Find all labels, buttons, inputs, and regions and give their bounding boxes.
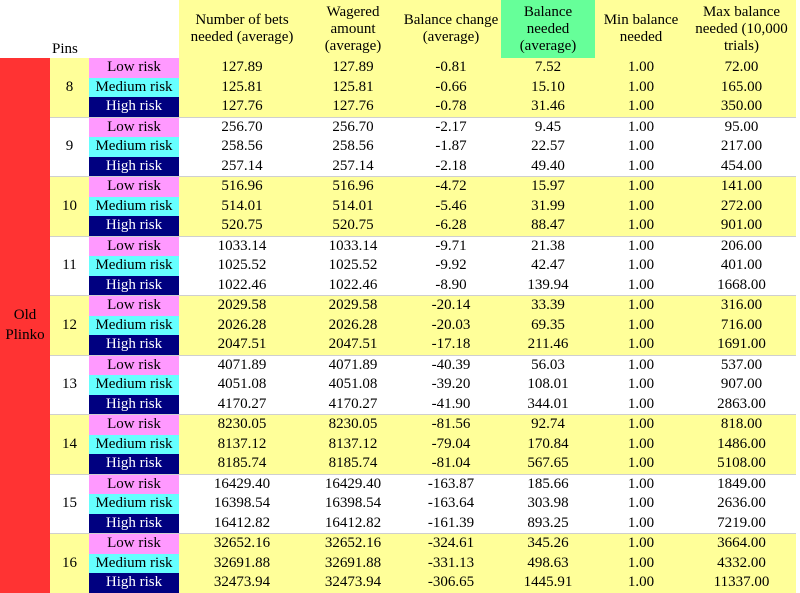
table-row [0,58,796,78]
risk-label-high: High risk [89,157,179,177]
cell-balance-change: -5.46 [401,197,501,217]
risk-label-high: High risk [89,454,179,474]
table-row [0,137,796,157]
cell-balance-change: -79.04 [401,435,501,455]
cell-min-balance: 1.00 [595,573,687,593]
cell-balance-change: -2.18 [401,157,501,177]
cell-balance-change: -20.14 [401,296,501,316]
risk-label-low: Low risk [89,534,179,554]
cell-wagered: 1025.52 [305,256,401,276]
cell-balance-needed: 49.40 [501,157,595,177]
risk-label-high: High risk [89,97,179,117]
table-row [0,216,796,236]
cell-wagered: 516.96 [305,177,401,197]
cell-balance-change: -2.17 [401,117,501,137]
cell-bets: 258.56 [179,137,305,157]
cell-min-balance: 1.00 [595,276,687,296]
risk-label-high: High risk [89,276,179,296]
cell-wagered: 16429.40 [305,474,401,494]
risk-label-medium: Medium risk [89,137,179,157]
cell-balance-needed: 893.25 [501,514,595,534]
cell-balance-needed: 108.01 [501,375,595,395]
table-row [0,335,796,355]
risk-label-low: Low risk [89,236,179,256]
risk-label-low: Low risk [89,177,179,197]
cell-min-balance: 1.00 [595,335,687,355]
group-label: Old Plinko [0,58,50,593]
cell-balance-needed: 31.46 [501,97,595,117]
cell-max-balance: 11337.00 [687,573,796,593]
table-row [0,554,796,574]
risk-label-high: High risk [89,335,179,355]
cell-wagered: 2026.28 [305,316,401,336]
cell-min-balance: 1.00 [595,435,687,455]
cell-bets: 32691.88 [179,554,305,574]
cell-balance-needed: 22.57 [501,137,595,157]
cell-min-balance: 1.00 [595,534,687,554]
pins-value: 15 [50,474,89,534]
pins-value: 9 [50,117,89,177]
table-row [0,296,796,316]
table-row [0,355,796,375]
cell-min-balance: 1.00 [595,395,687,415]
pins-value: 10 [50,177,89,237]
cell-max-balance: 7219.00 [687,514,796,534]
cell-balance-needed: 567.65 [501,454,595,474]
cell-max-balance: 272.00 [687,197,796,217]
cell-min-balance: 1.00 [595,355,687,375]
col-header-max-balance: Max balance needed (10,000 trials) [687,0,796,58]
cell-balance-change: -331.13 [401,554,501,574]
cell-max-balance: 454.00 [687,157,796,177]
cell-balance-needed: 15.97 [501,177,595,197]
table-row [0,474,796,494]
cell-wagered: 16412.82 [305,514,401,534]
cell-max-balance: 1849.00 [687,474,796,494]
cell-max-balance: 901.00 [687,216,796,236]
cell-max-balance: 5108.00 [687,454,796,474]
table-row [0,494,796,514]
risk-label-medium: Medium risk [89,435,179,455]
cell-bets: 1022.46 [179,276,305,296]
table-row [0,236,796,256]
cell-balance-needed: 69.35 [501,316,595,336]
cell-balance-needed: 56.03 [501,355,595,375]
cell-max-balance: 401.00 [687,256,796,276]
cell-wagered: 4051.08 [305,375,401,395]
cell-min-balance: 1.00 [595,58,687,78]
cell-balance-needed: 21.38 [501,236,595,256]
risk-label-high: High risk [89,216,179,236]
cell-wagered: 16398.54 [305,494,401,514]
pins-value: 13 [50,355,89,415]
cell-max-balance: 95.00 [687,117,796,137]
cell-wagered: 127.76 [305,97,401,117]
cell-balance-needed: 88.47 [501,216,595,236]
cell-balance-change: -163.87 [401,474,501,494]
cell-bets: 32473.94 [179,573,305,593]
table-row [0,157,796,177]
cell-balance-needed: 498.63 [501,554,595,574]
cell-balance-change: -0.78 [401,97,501,117]
cell-wagered: 32691.88 [305,554,401,574]
cell-min-balance: 1.00 [595,157,687,177]
cell-bets: 32652.16 [179,534,305,554]
col-header-balance-needed: Balance needed (average) [501,0,595,58]
risk-label-medium: Medium risk [89,316,179,336]
cell-min-balance: 1.00 [595,117,687,137]
cell-min-balance: 1.00 [595,256,687,276]
cell-bets: 1025.52 [179,256,305,276]
table-row [0,197,796,217]
corner-cell [0,0,50,58]
cell-balance-change: -4.72 [401,177,501,197]
pins-header: Pins [52,41,78,57]
risk-label-medium: Medium risk [89,494,179,514]
cell-balance-needed: 31.99 [501,197,595,217]
cell-wagered: 514.01 [305,197,401,217]
cell-balance-change: -0.81 [401,58,501,78]
cell-balance-change: -20.03 [401,316,501,336]
risk-label-low: Low risk [89,474,179,494]
cell-wagered: 257.14 [305,157,401,177]
cell-balance-change: -0.66 [401,78,501,98]
cell-wagered: 8185.74 [305,454,401,474]
cell-max-balance: 1691.00 [687,335,796,355]
cell-max-balance: 3664.00 [687,534,796,554]
pins-value: 14 [50,415,89,475]
header-row [0,0,796,58]
cell-bets: 2026.28 [179,316,305,336]
risk-label-medium: Medium risk [89,78,179,98]
table-row [0,316,796,336]
cell-bets: 520.75 [179,216,305,236]
pins-value: 12 [50,296,89,356]
cell-bets: 257.14 [179,157,305,177]
cell-balance-change: -324.61 [401,534,501,554]
cell-balance-needed: 185.66 [501,474,595,494]
cell-max-balance: 72.00 [687,58,796,78]
cell-bets: 16429.40 [179,474,305,494]
risk-label-low: Low risk [89,117,179,137]
cell-wagered: 8137.12 [305,435,401,455]
cell-max-balance: 1668.00 [687,276,796,296]
cell-max-balance: 316.00 [687,296,796,316]
cell-balance-needed: 9.45 [501,117,595,137]
table-row [0,78,796,98]
cell-balance-change: -306.65 [401,573,501,593]
table-row [0,454,796,474]
cell-bets: 2047.51 [179,335,305,355]
cell-balance-change: -41.90 [401,395,501,415]
col-header-min-balance: Min balance needed [595,0,687,58]
cell-balance-change: -39.20 [401,375,501,395]
cell-max-balance: 907.00 [687,375,796,395]
cell-wagered: 2029.58 [305,296,401,316]
cell-balance-needed: 344.01 [501,395,595,415]
cell-max-balance: 165.00 [687,78,796,98]
col-header-balance-change: Balance change (average) [401,0,501,58]
cell-min-balance: 1.00 [595,296,687,316]
cell-max-balance: 537.00 [687,355,796,375]
cell-balance-change: -9.71 [401,236,501,256]
cell-min-balance: 1.00 [595,97,687,117]
risk-label-high: High risk [89,514,179,534]
cell-min-balance: 1.00 [595,474,687,494]
table-row [0,256,796,276]
cell-bets: 16398.54 [179,494,305,514]
table-row [0,117,796,137]
cell-wagered: 256.70 [305,117,401,137]
cell-wagered: 4170.27 [305,395,401,415]
cell-bets: 1033.14 [179,236,305,256]
cell-bets: 127.76 [179,97,305,117]
cell-balance-needed: 139.94 [501,276,595,296]
cell-min-balance: 1.00 [595,197,687,217]
cell-balance-needed: 211.46 [501,335,595,355]
cell-balance-change: -40.39 [401,355,501,375]
risk-label-medium: Medium risk [89,256,179,276]
cell-min-balance: 1.00 [595,554,687,574]
cell-bets: 514.01 [179,197,305,217]
cell-min-balance: 1.00 [595,78,687,98]
cell-bets: 16412.82 [179,514,305,534]
risk-label-low: Low risk [89,415,179,435]
cell-max-balance: 2636.00 [687,494,796,514]
cell-bets: 4071.89 [179,355,305,375]
cell-bets: 4170.27 [179,395,305,415]
table-row [0,395,796,415]
cell-balance-needed: 303.98 [501,494,595,514]
cell-wagered: 1033.14 [305,236,401,256]
cell-wagered: 8230.05 [305,415,401,435]
cell-balance-needed: 33.39 [501,296,595,316]
cell-balance-needed: 1445.91 [501,573,595,593]
table-row [0,435,796,455]
cell-bets: 8137.12 [179,435,305,455]
cell-balance-change: -8.90 [401,276,501,296]
pins-value: 16 [50,534,89,593]
table-row [0,573,796,593]
risk-header [89,0,179,58]
cell-balance-change: -161.39 [401,514,501,534]
cell-wagered: 32473.94 [305,573,401,593]
cell-max-balance: 716.00 [687,316,796,336]
cell-bets: 4051.08 [179,375,305,395]
cell-min-balance: 1.00 [595,236,687,256]
cell-max-balance: 4332.00 [687,554,796,574]
cell-min-balance: 1.00 [595,415,687,435]
cell-wagered: 4071.89 [305,355,401,375]
cell-balance-needed: 7.52 [501,58,595,78]
cell-max-balance: 1486.00 [687,435,796,455]
table-row [0,276,796,296]
cell-max-balance: 217.00 [687,137,796,157]
table-row [0,534,796,554]
table-row [0,415,796,435]
risk-label-low: Low risk [89,296,179,316]
risk-label-low: Low risk [89,58,179,78]
cell-wagered: 258.56 [305,137,401,157]
col-header-wagered: Wagered amount (average) [305,0,401,58]
table-row [0,177,796,197]
cell-balance-change: -1.87 [401,137,501,157]
table-row [0,514,796,534]
cell-wagered: 32652.16 [305,534,401,554]
cell-balance-change: -81.04 [401,454,501,474]
risk-label-medium: Medium risk [89,197,179,217]
cell-balance-needed: 15.10 [501,78,595,98]
cell-bets: 516.96 [179,177,305,197]
cell-balance-needed: 42.47 [501,256,595,276]
cell-balance-needed: 170.84 [501,435,595,455]
cell-wagered: 1022.46 [305,276,401,296]
col-header-bets: Number of bets needed (average) [179,0,305,58]
cell-wagered: 520.75 [305,216,401,236]
cell-max-balance: 141.00 [687,177,796,197]
pins-value: 8 [50,58,89,117]
cell-bets: 256.70 [179,117,305,137]
cell-max-balance: 2863.00 [687,395,796,415]
cell-bets: 125.81 [179,78,305,98]
cell-bets: 8230.05 [179,415,305,435]
cell-max-balance: 818.00 [687,415,796,435]
cell-bets: 127.89 [179,58,305,78]
cell-bets: 8185.74 [179,454,305,474]
cell-min-balance: 1.00 [595,316,687,336]
cell-balance-change: -6.28 [401,216,501,236]
risk-label-high: High risk [89,395,179,415]
pins-value: 11 [50,236,89,296]
cell-min-balance: 1.00 [595,454,687,474]
risk-label-medium: Medium risk [89,375,179,395]
cell-balance-change: -9.92 [401,256,501,276]
risk-label-high: High risk [89,573,179,593]
cell-max-balance: 206.00 [687,236,796,256]
cell-min-balance: 1.00 [595,216,687,236]
cell-min-balance: 1.00 [595,514,687,534]
risk-label-medium: Medium risk [89,554,179,574]
cell-balance-change: -17.18 [401,335,501,355]
table-row [0,97,796,117]
cell-min-balance: 1.00 [595,494,687,514]
cell-balance-needed: 345.26 [501,534,595,554]
table-row [0,375,796,395]
cell-min-balance: 1.00 [595,137,687,157]
cell-min-balance: 1.00 [595,177,687,197]
cell-wagered: 2047.51 [305,335,401,355]
cell-wagered: 125.81 [305,78,401,98]
cell-balance-needed: 92.74 [501,415,595,435]
cell-max-balance: 350.00 [687,97,796,117]
cell-balance-change: -163.64 [401,494,501,514]
cell-bets: 2029.58 [179,296,305,316]
risk-label-low: Low risk [89,355,179,375]
cell-balance-change: -81.56 [401,415,501,435]
cell-min-balance: 1.00 [595,375,687,395]
cell-wagered: 127.89 [305,58,401,78]
